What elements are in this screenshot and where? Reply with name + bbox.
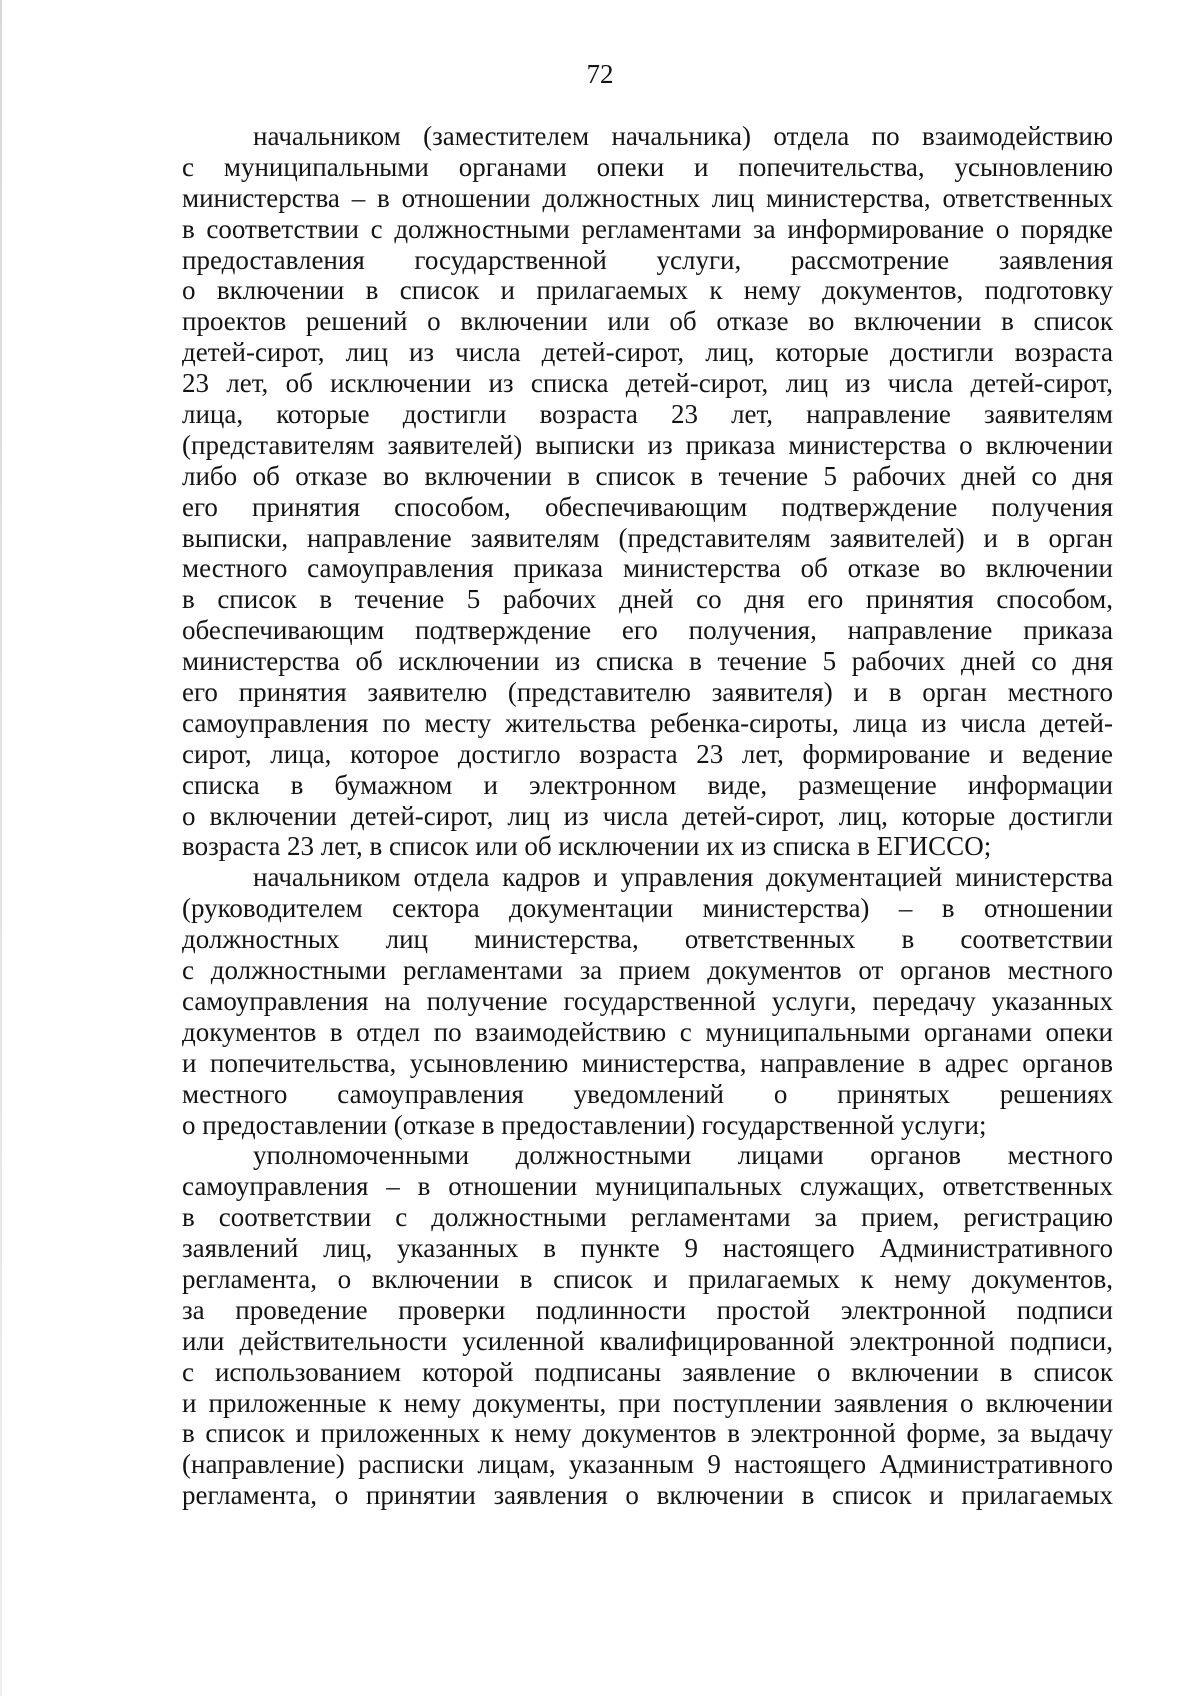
text-line: о включении в список и прилагаемых к нему документов, подготовку <box>182 275 1113 306</box>
text-line: самоуправления на получение государственной услуги, передачу указанных <box>182 985 1113 1016</box>
text-line: министерства – в отношении должностных лиц министерства, ответственных <box>182 182 1113 213</box>
paragraph-head-of-hr-department <box>182 862 1113 1140</box>
text-line: с использованием которой подписаны заявление о включении в список <box>182 1356 1113 1387</box>
scan-edge <box>0 0 2 1696</box>
text-line: сирот, лица, которое достигло возраста 23 лет, формирование и ведение <box>182 738 1113 769</box>
text-line: уполномоченными должностными лицами органов местного <box>253 1140 1113 1171</box>
text-line: местного самоуправления уведомлений о принятых решениях <box>182 1078 1113 1109</box>
text-line: с муниципальными органами опеки и попечительства, усыновлению <box>182 151 1113 182</box>
document-body <box>182 121 1113 1511</box>
text-line: местного самоуправления приказа министерства об отказе во включении <box>182 553 1113 584</box>
text-line: документов в отдел по взаимодействию с муниципальными органами опеки <box>182 1016 1113 1047</box>
text-line: о предоставлении (отказе в предоставлении) государственной услуги; <box>182 1109 987 1140</box>
text-line: списка в бумажном и электронном виде, размещение информации <box>182 769 1113 800</box>
text-line: или действительности усиленной квалифицированной электронной подписи, <box>182 1325 1113 1356</box>
text-line: (направление) расписки лицам, указанным 9 настоящего Административного <box>182 1449 1113 1480</box>
text-line: в список в течение 5 рабочих дней со дня его принятия способом, <box>182 584 1113 615</box>
paragraph-local-government-officials <box>182 1140 1113 1511</box>
text-line: лица, которые достигли возраста 23 лет, направление заявителям <box>182 399 1113 430</box>
text-line: и приложенные к нему документы, при поступлении заявления о включении <box>182 1387 1113 1418</box>
text-line: заявлений лиц, указанных в пункте 9 настоящего Административного <box>182 1233 1113 1264</box>
text-line: должностных лиц министерства, ответственных в соответствии <box>182 924 1113 955</box>
text-line: начальником (заместителем начальника) отдела по взаимодействию <box>253 121 1113 151</box>
text-line: в соответствии с должностными регламентами за информирование о порядке <box>182 213 1113 244</box>
text-line: либо об отказе во включении в список в течение 5 рабочих дней со дня <box>182 460 1113 491</box>
text-line: его принятия способом, обеспечивающим подтверждение получения <box>182 491 1113 522</box>
text-line: проектов решений о включении или об отказе во включении в список <box>182 306 1113 337</box>
text-line: регламента, о включении в список и прилагаемых к нему документов, <box>182 1263 1113 1294</box>
text-line: в список и приложенных к нему документов в электронной форме, за выдачу <box>182 1418 1113 1449</box>
text-line: самоуправления – в отношении муниципальных служащих, ответственных <box>182 1171 1113 1202</box>
text-line: детей-сирот, лиц из числа детей-сирот, лиц, которые достигли возраста <box>182 337 1113 368</box>
text-line: предоставления государственной услуги, рассмотрение заявления <box>182 244 1113 275</box>
text-line: за проведение проверки подлинности простой электронной подписи <box>182 1294 1113 1325</box>
text-line: министерства об исключении из списка в течение 5 рабочих дней со дня <box>182 646 1113 677</box>
text-line: возраста 23 лет, в список или об исключении их из списка в ЕГИССО; <box>182 831 992 862</box>
text-line: с должностными регламентами за прием документов от органов местного <box>182 955 1113 986</box>
text-line: и попечительства, усыновлению министерства, направление в адрес органов <box>182 1047 1113 1078</box>
text-line: 23 лет, об исключении из списка детей-сирот, лиц из числа детей-сирот, <box>182 368 1113 399</box>
text-line: самоуправления по месту жительства ребенка-сироты, лица из числа детей- <box>182 707 1113 738</box>
text-line: его принятия заявителю (представителю заявителя) и в орган местного <box>182 677 1113 708</box>
text-line: о включении детей-сирот, лиц из числа детей-сирот, лиц, которые достигли <box>182 800 1113 831</box>
text-line: (представителям заявителей) выписки из приказа министерства о включении <box>182 429 1113 460</box>
text-line: начальником отдела кадров и управления документацией министерства <box>253 862 1113 893</box>
text-line: (руководителем сектора документации министерства) – в отношении <box>182 893 1113 924</box>
page-number: 72 <box>586 59 614 89</box>
text-line: в соответствии с должностными регламентами за прием, регистрацию <box>182 1202 1113 1233</box>
paragraph-head-of-guardianship-department <box>182 121 1113 862</box>
text-line: обеспечивающим подтверждение его получения, направление приказа <box>182 615 1113 646</box>
text-line: выписки, направление заявителям (представителям заявителей) и в орган <box>182 522 1113 553</box>
text-line: регламента, о принятии заявления о включении в список и прилагаемых <box>182 1480 1113 1511</box>
